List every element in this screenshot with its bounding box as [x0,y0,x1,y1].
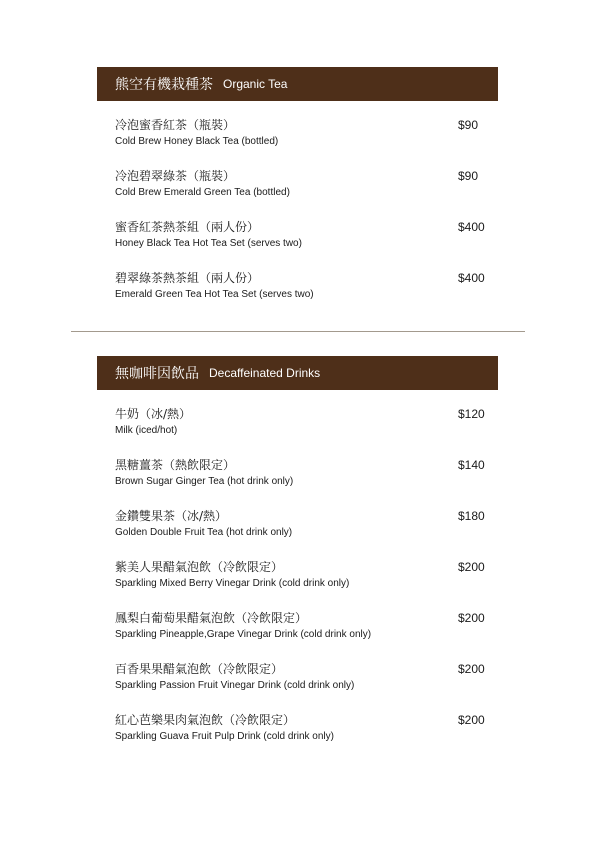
item-price: $400 [458,271,485,285]
item-name-en: Brown Sugar Ginger Tea (hot drink only) [115,476,294,487]
section-organic-tea [97,67,498,321]
section-header-bar [97,356,498,390]
menu-item [97,117,498,168]
menu-item [97,661,498,712]
menu-item [97,508,498,559]
item-name-en: Sparkling Pineapple,Grape Vinegar Drink (cold drink only) [115,629,372,640]
item-price: $90 [458,118,479,132]
item-name-en: Sparkling Guava Fruit Pulp Drink (cold drink only) [115,731,334,742]
item-price: $200 [458,560,485,574]
item-price: $400 [458,220,485,234]
item-name-zh: 牛奶（冰/熱） [115,407,192,421]
item-name-en: Sparkling Mixed Berry Vinegar Drink (cold drink only) [115,578,350,589]
item-price: $140 [458,458,485,472]
item-name-en: Cold Brew Emerald Green Tea (bottled) [115,187,290,198]
menu-item [97,610,498,661]
item-name-en: Emerald Green Tea Hot Tea Set (serves two) [115,289,314,300]
section-header-bar [97,67,498,101]
item-name-zh: 鳳梨白葡萄果醋氣泡飲（冷飲限定） [115,611,308,625]
item-name-en: Sparkling Passion Fruit Vinegar Drink (cold drink only) [115,680,355,691]
item-price: $200 [458,662,485,676]
item-price: $200 [458,713,485,727]
item-name-en: Honey Black Tea Hot Tea Set (serves two) [115,238,302,249]
section-title-zh: 無咖啡因飲品 [115,366,199,382]
item-price: $180 [458,509,485,523]
item-name-zh: 紅心芭樂果肉氣泡飲（冷飲限定） [115,713,296,727]
item-name-zh: 冷泡碧翠綠茶（瓶裝） [115,169,236,183]
menu-item [97,712,498,763]
item-name-en: Milk (iced/hot) [115,425,178,436]
section-divider [71,331,525,332]
menu-item [97,559,498,610]
item-name-en: Golden Double Fruit Tea (hot drink only) [115,527,293,538]
item-name-zh: 百香果果醋氣泡飲（冷飲限定） [115,662,284,676]
section-title-en: Decaffeinated Drinks [209,366,321,380]
item-name-zh: 碧翠綠茶熱茶組（兩人份） [115,271,260,285]
item-price: $120 [458,407,485,421]
item-name-en: Cold Brew Honey Black Tea (bottled) [115,136,279,147]
menu-item [97,406,498,457]
item-name-zh: 蜜香紅茶熱茶組（兩人份） [115,220,260,234]
item-price: $90 [458,169,479,183]
item-name-zh: 黑糖薑茶（熱飲限定） [115,458,236,472]
item-name-zh: 金鑽雙果茶（冰/熱） [115,509,228,523]
section-title-en: Organic Tea [223,77,288,91]
section-title-zh: 熊空有機栽種茶 [115,77,213,93]
section-decaffeinated-drinks [97,356,498,763]
item-price: $200 [458,611,485,625]
menu-item [97,270,498,321]
item-name-zh: 紫美人果醋氣泡飲（冷飲限定） [115,560,284,574]
menu-item [97,219,498,270]
item-name-zh: 冷泡蜜香紅茶（瓶裝） [115,118,236,132]
menu-item [97,457,498,508]
menu-item [97,168,498,219]
